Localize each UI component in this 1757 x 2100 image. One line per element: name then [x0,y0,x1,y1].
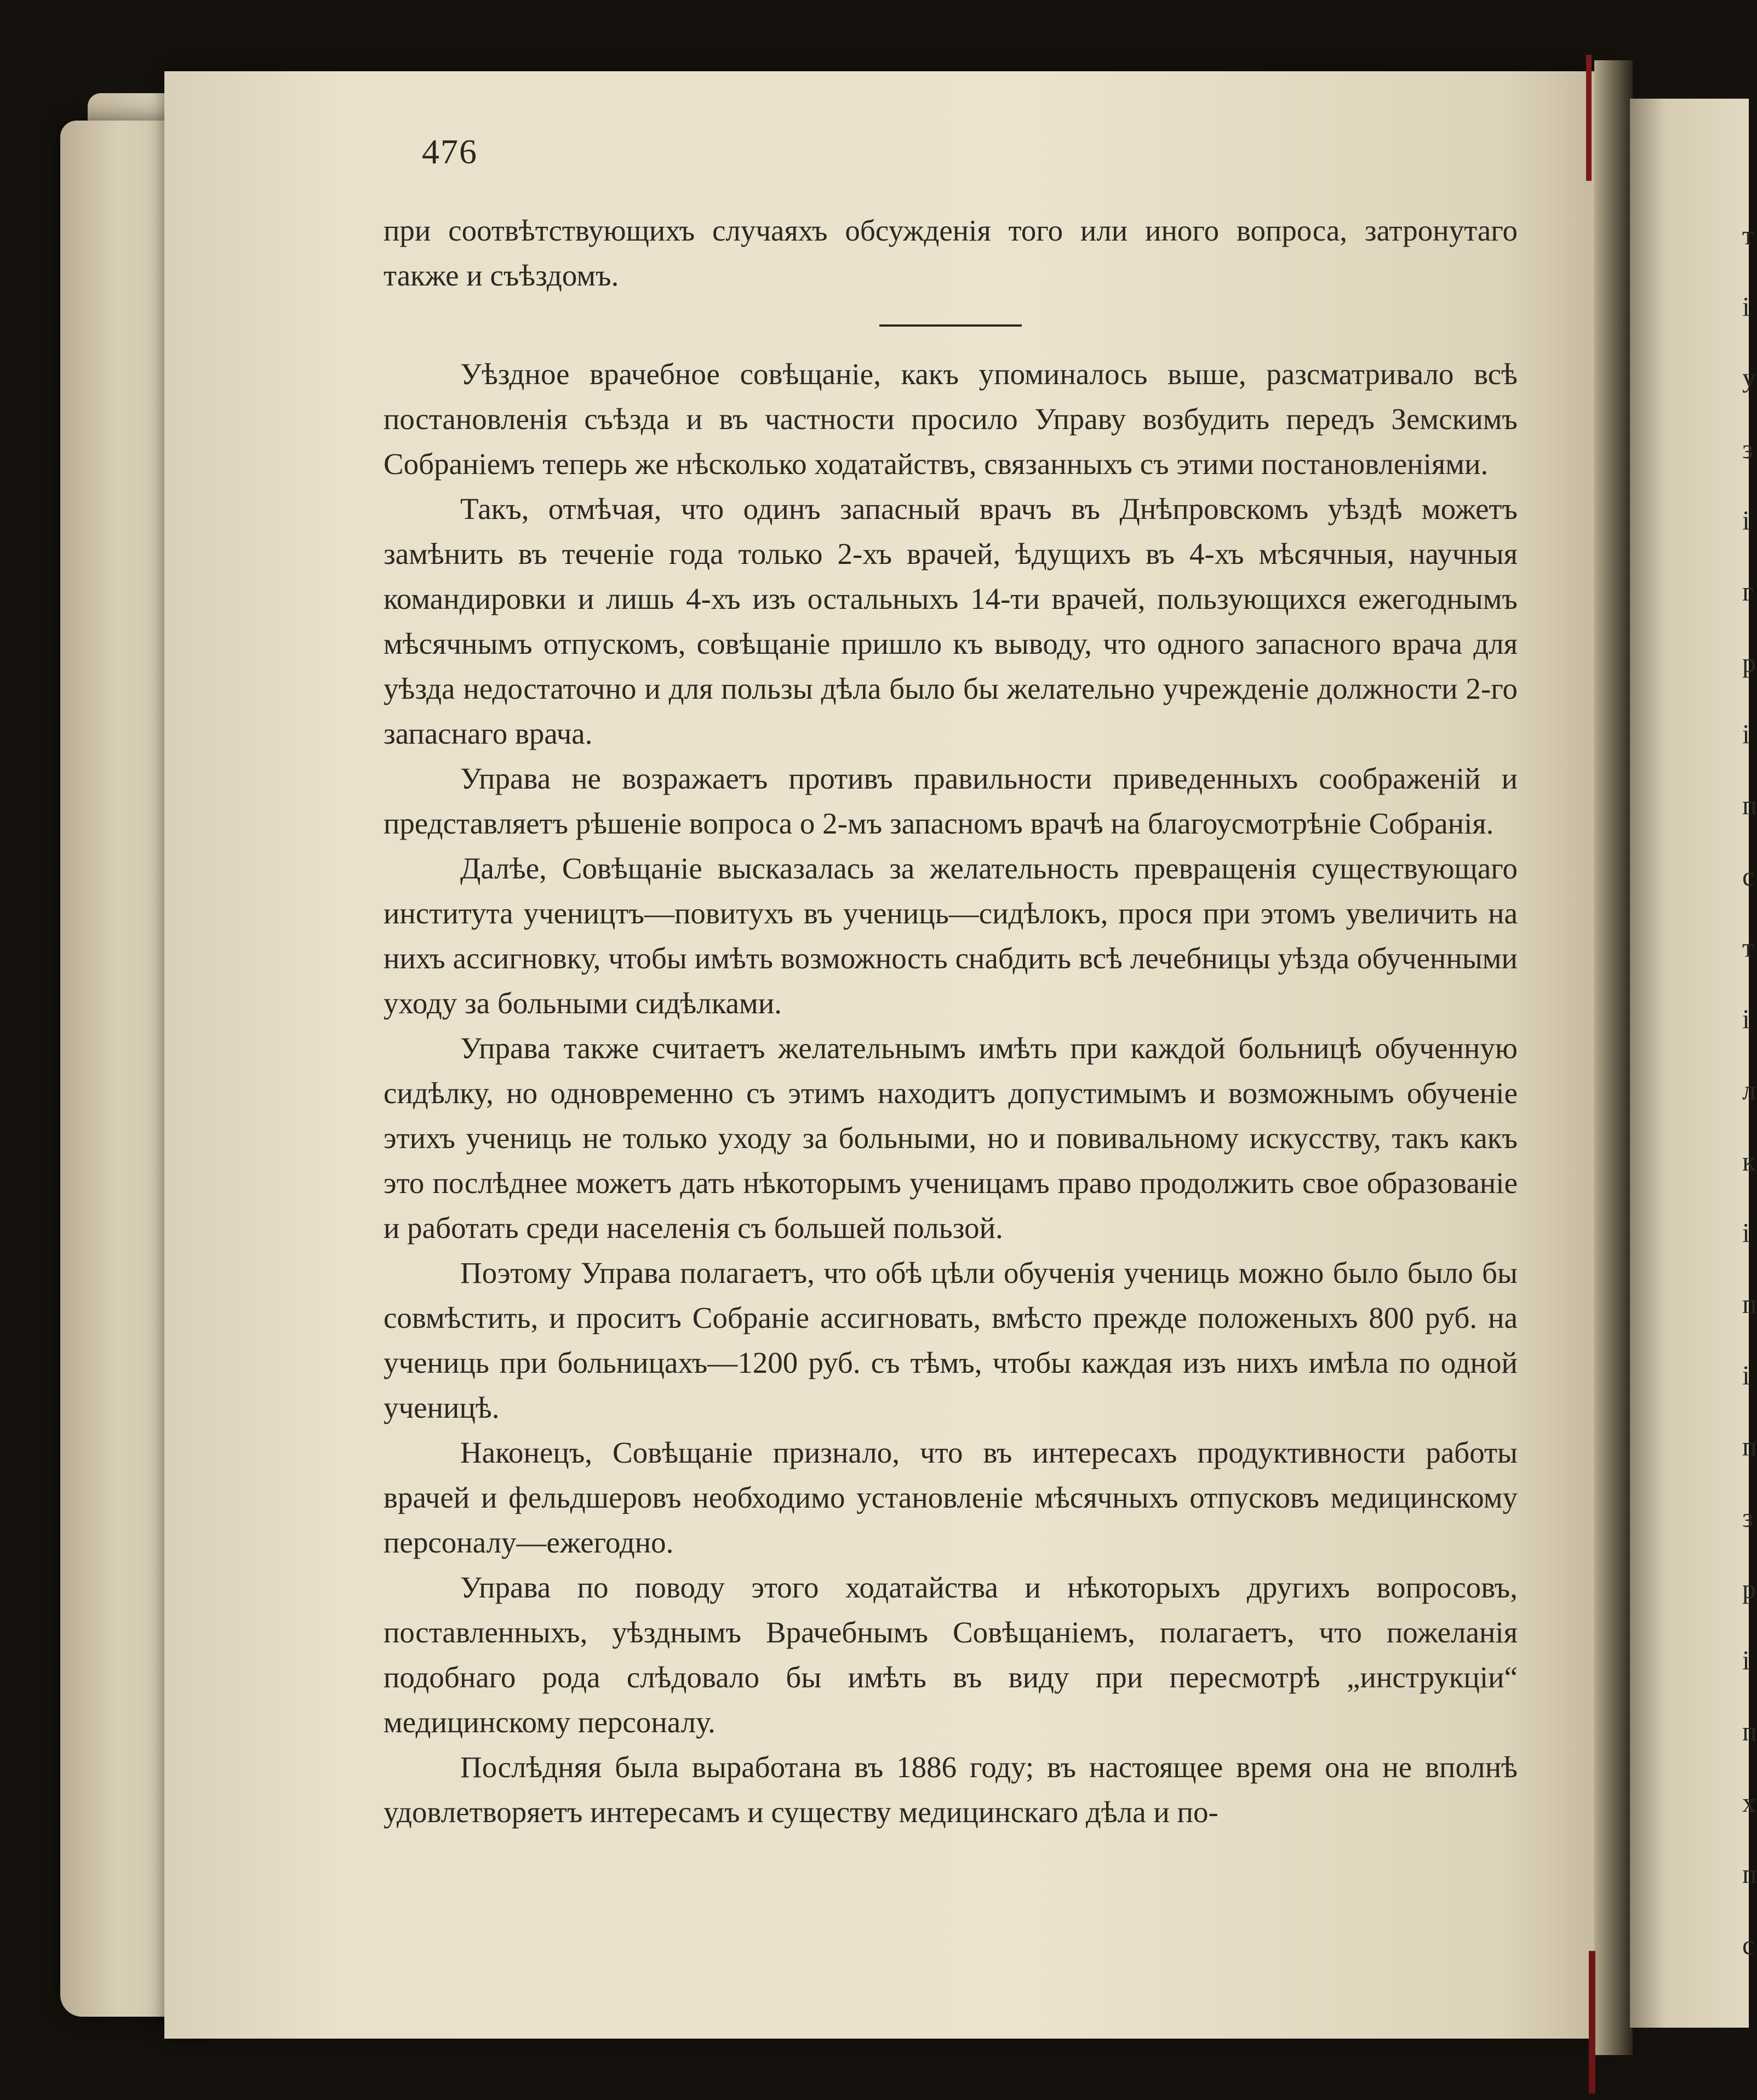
paragraph: Поэтому Управа полагаетъ, что обѣ цѣли обученія учениць можно было было бы совмѣстить, и проситъ Собраніе ассигновать, вмѣсто прежде положеныхъ 800 руб. на учениць при больницахъ—1200 руб. съ тѣмъ, чтобы каждая изъ нихъ имѣла по одной ученицѣ. [384,1256,1518,1424]
facing-page-letter: р [1742,1573,1756,1604]
facing-page-letter: і [1742,1003,1750,1034]
facing-page-letter: т [1742,932,1754,963]
facing-page-letter: і [1742,291,1750,322]
paragraph: Уѣздное врачебное совѣщаніе, какъ упоминалось выше, разсматривало всѣ постановленія съѣзда и въ частности просило Управу возбудить передъ Земскимъ Собраніемъ теперь же нѣсколько ходатайствъ, связанныхъ съ этими постановленіями. [384,357,1518,481]
paragraph: при соотвѣтствующихъ случаяхъ обсужденія того или иного вопроса, затронутаго также и съѣздомъ. [384,214,1518,292]
facing-page-letter: і [1742,1217,1750,1248]
bookmark-ribbon-top [1586,55,1592,181]
book-spine [1594,60,1633,2055]
paragraph: Наконецъ, Совѣщаніе признало, что въ интересахъ продуктивности работы врачей и фельдшеровъ необходимо установленіе мѣсячныхъ отпусковъ медицинскому персоналу—ежегодно. [384,1436,1518,1559]
paragraph: Управа не возражаетъ противъ правильности приведенныхъ соображеній и представляетъ рѣшеніе вопроса о 2-мъ запасномъ врачѣ на благоусмотрѣніе Собранія. [384,762,1518,840]
paragraph: Далѣе, Совѣщаніе высказалась за желательность превращенія существующаго института учеництъ—повитухъ въ учениць—сидѣлокъ, прося при этомъ увеличить на нихъ ассигновку, чтобы имѣть возможность снабдить всѣ лечебницы уѣзда обученными уходу за больными сидѣлками. [384,852,1518,1020]
page-text [384,208,1518,1835]
facing-page-letter: с [1742,1930,1755,1960]
facing-page-letters [1742,0,1757,2100]
facing-page-letter: і [1742,505,1750,535]
facing-page-letter: з [1742,433,1753,464]
paragraph: Послѣдняя была выработана въ 1886 году; въ настоящее время она не вполнѣ удовлетворяетъ интересамъ и существу медицинскаго дѣла и по- [384,1750,1518,1829]
facing-page-letter: і [1742,1360,1750,1390]
paragraph: Управа по поводу этого ходатайства и нѣкоторыхъ другихъ вопросовъ, поставленныхъ, уѣзднымъ Врачебнымъ Совѣщаніемъ, полагаетъ, что пожеланія подобнаго рода слѣдовало бы имѣть въ виду при пересмотрѣ „инструкціи“ медицинскому персоналу. [384,1571,1518,1739]
facing-page-letter: п [1742,1288,1757,1319]
facing-page-edge [1630,99,1749,2028]
bookmark-ribbon-bottom [1589,1951,1595,2093]
facing-page-letter: і [1742,1645,1750,1675]
facing-page-letter: п [1742,1858,1757,1889]
facing-page-letter: п [1742,790,1757,820]
paragraph: Такъ, отмѣчая, что одинъ запасный врачъ въ Днѣпровскомъ уѣздѣ можетъ замѣнить въ теченіе года только 2-хъ врачей, ѣдущихъ въ 4-хъ мѣсячныя, научныя командировки и лишь 4-хъ изъ остальныхъ 14-ти врачей, пользующихся ежегоднымъ мѣсячнымъ отпускомъ, совѣщаніе пришло къ выводу, что одного запасного врача для уѣзда недостаточно и для пользы дѣла было бы желательно учрежденіе должности 2-го запаснаго врача. [384,492,1518,750]
facing-page-letter: р [1742,647,1756,678]
facing-page-letter: с [1742,861,1755,892]
facing-page-letter: з [1742,1502,1753,1533]
facing-page-letter: т [1742,220,1754,250]
section-divider [879,324,1022,327]
facing-page-letter: к [1742,1146,1756,1177]
paragraph: Управа также считаетъ желательнымъ имѣть при каждой больницѣ обученную сидѣлку, но одновременно съ этимъ находитъ допустимымъ и возможнымъ обученіе этихъ учениць не только уходу за больными, но и повивальному искусству, такъ какъ это послѣднее можетъ дать нѣкоторымъ ученицамъ право продолжить свое образованіе и работать среди населенія съ большей пользой. [384,1031,1518,1245]
facing-page-letter: л [1742,1075,1756,1105]
facing-page-letter: г [1742,576,1754,607]
facing-page-letter: п [1742,1716,1757,1747]
facing-page-letter: у [1742,362,1756,393]
facing-page-letter: п [1742,1431,1757,1462]
facing-page-letter: і [1742,718,1750,749]
page-number: 476 [422,132,478,171]
facing-page-letter: х [1742,1787,1756,1818]
